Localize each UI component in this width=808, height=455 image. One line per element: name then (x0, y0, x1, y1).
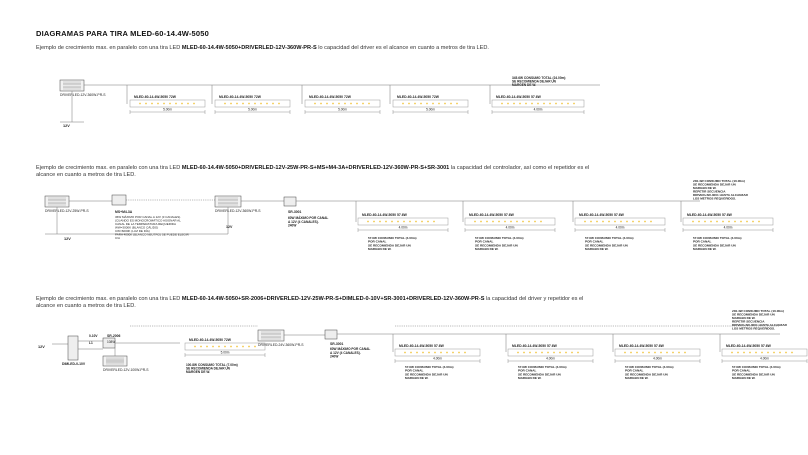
led-dot (791, 352, 793, 354)
section-3-top-note: MARGEN DE W. (732, 316, 756, 320)
led-dot (444, 103, 446, 105)
led-dot (362, 103, 364, 105)
ms-spec: C/A (115, 236, 121, 240)
ms-title: MS+M4-3A (115, 210, 133, 214)
led-dot (397, 221, 399, 223)
ms-spec: CANAL DE LA TEMPERATURA REQUERIDA (115, 222, 176, 226)
led-dot (236, 346, 238, 348)
sr-spec: 240W (330, 354, 339, 359)
led-dot (507, 103, 509, 105)
led-dot (415, 221, 417, 223)
length-label: 5.00m (220, 350, 230, 355)
led-dot (474, 221, 476, 223)
led-dot (540, 221, 542, 223)
led-strip (508, 349, 593, 356)
led-dot (464, 352, 466, 354)
led-dot (224, 346, 226, 348)
led-dot (567, 103, 569, 105)
led-dot (644, 221, 646, 223)
section-3-block-note: POR CANAL (518, 368, 537, 373)
led-dot (254, 103, 256, 105)
led-dot (236, 103, 238, 105)
led-dot (584, 221, 586, 223)
led-dot (632, 221, 634, 223)
section-1-note: MARGEN DE W. (512, 83, 537, 88)
led-dot (403, 221, 405, 223)
length-label: 4.00m (653, 356, 662, 361)
section-3-block-note: 57.6W CONSUMO TOTAL (4.00m) (518, 365, 567, 369)
page-title: DIAGRAMAS PARA TIRA MLED-60-14.4W-5050 (36, 29, 210, 38)
section-3-block-note: POR CANAL (625, 368, 644, 373)
led-dot (608, 221, 610, 223)
section-3-block-note: MARGEN DE W. (732, 376, 756, 381)
section-2-block-note: MARGEN DE W. (475, 247, 499, 252)
strip-label: MLED-60-14.4W-5050 57.6W (687, 213, 732, 217)
strip-label: MLED-60-14.4W-5050 72W (134, 95, 176, 99)
section-3-block-note: SE RECOMIENDA DEJAR UN (405, 372, 448, 377)
led-dot (565, 352, 567, 354)
led-dot (200, 346, 202, 348)
led-dot (710, 221, 712, 223)
led-dot (731, 352, 733, 354)
sr-spec: 60W MÁXIMO POR CANAL (288, 216, 329, 220)
led-dot (740, 221, 742, 223)
led-dot (590, 221, 592, 223)
voltage-label: 12V (64, 237, 71, 241)
led-dot (157, 103, 159, 105)
length-label: 4.00m (760, 356, 769, 361)
led-dot (452, 352, 454, 354)
length-label: 4.00m (398, 225, 408, 230)
driver-360w (258, 330, 284, 341)
section-3-note-a: MARGEN DE W. (186, 370, 211, 375)
section-2-block-note: 57.6W CONSUMO TOTAL (4.00m) (368, 236, 417, 240)
led-dot (391, 221, 393, 223)
led-dot (458, 352, 460, 354)
section-2-block-note: MARGEN DE W. (368, 247, 392, 252)
led-dot (432, 103, 434, 105)
ms-spec: WW=3000K (BLANCO CÁLIDO) (115, 225, 159, 230)
driver-100w (103, 356, 127, 366)
section-2-top-note: MARGEN DE W. (693, 186, 717, 190)
led-dot (555, 103, 557, 105)
section-2-block-note: SE RECOMIENDA DEJAR UN (585, 243, 628, 248)
led-dot (169, 103, 171, 105)
section-2-block-note: MARGEN DE W. (585, 247, 609, 252)
length-label: 4.00m (546, 356, 555, 361)
led-dot (785, 352, 787, 354)
led-dot (145, 103, 147, 105)
section-2-desc-prefix: Ejemplo de crecimiento max. en paralelo con una tira LED (36, 165, 182, 171)
led-dot (242, 103, 244, 105)
section-1-desc-suffix: lo capacidad del driver es el alcance en cuanto a metros de tira LED. (316, 45, 489, 51)
strip-label: MLED-60-14.4W-5050 57.6W (496, 95, 541, 99)
section-3-block-note: MARGEN DE W. (405, 376, 429, 381)
driver-25w-label: DRIVERLED-12V-25W-PR-S (45, 209, 89, 213)
led-dot (409, 221, 411, 223)
led-dot (522, 221, 524, 223)
led-dot (704, 221, 706, 223)
driver-360w-label: DRIVERLED-12V-360W-PR-S (60, 93, 106, 97)
section-2-top-note: DRIVER+SR-3001 HASTA ALCANZAR (693, 193, 748, 197)
led-dot (456, 103, 458, 105)
led-dot (746, 221, 748, 223)
led-dot (761, 352, 763, 354)
section-3-top-note: 230.4W CONSUMO TOTAL (16.00m) (732, 309, 784, 313)
led-dot (224, 103, 226, 105)
strip-label: MLED-60-14.4W-5050 72W (397, 95, 439, 99)
led-dot (541, 352, 543, 354)
led-dot (248, 103, 250, 105)
section-3-block-note: POR CANAL (405, 368, 424, 373)
led-strip (395, 349, 480, 356)
led-dot (519, 103, 521, 105)
led-dot (194, 346, 196, 348)
led-dot (139, 103, 141, 105)
led-dot (242, 346, 244, 348)
led-dot (501, 103, 503, 105)
strip-label: MLED-60-14.4W-5050 72W (189, 338, 231, 342)
led-dot (446, 352, 448, 354)
led-dot (559, 352, 561, 354)
led-dot (660, 352, 662, 354)
led-dot (692, 221, 694, 223)
sr-spec: A 12V (4 CANALES). (288, 219, 319, 224)
led-dot (513, 103, 515, 105)
led-dot (440, 352, 442, 354)
led-dot (416, 352, 418, 354)
led-dot (326, 103, 328, 105)
led-dot (678, 352, 680, 354)
led-dot (368, 103, 370, 105)
led-dot (758, 221, 760, 223)
strip-label: MLED-60-14.4W-5050 57.6W (399, 344, 444, 348)
strip-label: MLED-60-14.4W-5050 57.6W (512, 344, 557, 348)
led-dot (480, 221, 482, 223)
section-3-block-note: MARGEN DE W. (625, 376, 649, 381)
section-1-desc-bold: MLED-60-14.4W-5050+DRIVERLED-12V-360W-PR-S (181, 45, 317, 51)
sr-title: SR-3001 (288, 210, 302, 214)
led-dot (428, 352, 430, 354)
led-dot (510, 221, 512, 223)
driver-25w (45, 196, 69, 207)
led-dot (773, 352, 775, 354)
section-3-block-note: SE RECOMIENDA DEJAR UN (625, 372, 668, 377)
strip-label: MLED-60-14.4W-5050 57.6W (362, 213, 407, 217)
led-dot (498, 221, 500, 223)
led-dot (414, 103, 416, 105)
led-dot (404, 352, 406, 354)
strip-label: MLED-60-14.4W-5050 57.6W (579, 213, 624, 217)
length-label: 4.00m (615, 225, 625, 230)
led-dot (779, 352, 781, 354)
led-dot (206, 346, 208, 348)
section-3-block-note: SE RECOMIENDA DEJAR UN (732, 372, 775, 377)
length-label: 4.00m (505, 225, 515, 230)
led-dot (549, 103, 551, 105)
ms-spec: 36W MÁXIMO POR CANAL A 12V (3 CANALES). (115, 215, 182, 219)
led-dot (230, 346, 232, 348)
section-3-top-note: SE RECOMIENDA DEJAR UN (732, 312, 775, 317)
driver-360w-label: DRIVERLED-24V-360W-PR-S (258, 343, 304, 347)
led-dot (535, 352, 537, 354)
led-dot (422, 352, 424, 354)
led-dot (684, 352, 686, 354)
led-dot (749, 352, 751, 354)
led-dot (356, 103, 358, 105)
led-dot (698, 221, 700, 223)
section-2-top-note: REPETIR SECUENCIA (693, 189, 726, 194)
led-dot (266, 103, 268, 105)
section-3-top-note: LOS METROS REQUERIDOS. (732, 326, 775, 331)
length-label: 5.00m (248, 107, 257, 112)
led-dot (278, 103, 280, 105)
led-dot (151, 103, 153, 105)
section-3-block-note: 57.6W CONSUMO TOTAL (4.00m) (405, 365, 454, 369)
led-dot (561, 103, 563, 105)
led-dot (626, 221, 628, 223)
length-label: 5.00m (426, 107, 435, 112)
led-dot (534, 221, 536, 223)
section-3-desc-prefix: Ejemplo de crecimiento max. en paralelo con una tira LED (36, 296, 182, 302)
section-2-block-note: SE RECOMIENDA DEJAR UN (693, 243, 736, 248)
led-dot (420, 103, 422, 105)
led-dot (525, 103, 527, 105)
sr-spec: 240W (288, 223, 297, 228)
section-3-top-note: DRIVER+SR-3001 HASTA ALCANZAR (732, 323, 787, 327)
section-2-top-note: LOS METROS REQUERIDOS. (693, 196, 736, 201)
strip-label: MLED-60-14.4W-5050 57.6W (726, 344, 771, 348)
led-dot (433, 221, 435, 223)
section-2-block-note: MARGEN DE W. (693, 247, 717, 252)
driver-360w-label: DRIVERLED-12V-360W-PR-S (215, 209, 261, 213)
sr2006-sub: 108W (107, 340, 116, 344)
led-dot (408, 103, 410, 105)
led-dot (737, 352, 739, 354)
led-strip (615, 349, 700, 356)
led-dot (421, 221, 423, 223)
led-dot (630, 352, 632, 354)
ms-spec: (CUANDO ES MONOCROMÁTICO ASIGNAR AL (115, 218, 181, 223)
led-dot (642, 352, 644, 354)
led-dot (602, 221, 604, 223)
section-2-block-note: 57.6W CONSUMO TOTAL (4.00m) (693, 236, 742, 240)
voltage-label: 12V (38, 345, 45, 349)
led-dot (427, 221, 429, 223)
voltage-label: 12V (63, 124, 70, 128)
dim-label: DIMLED-0-10V (62, 362, 86, 366)
led-dot (344, 103, 346, 105)
section-3-block-note: POR CANAL (732, 368, 751, 373)
led-dot (218, 346, 220, 348)
led-dot (528, 221, 530, 223)
section-3-block-note: 57.6W CONSUMO TOTAL (4.00m) (732, 365, 781, 369)
led-dot (248, 346, 250, 348)
led-dot (385, 221, 387, 223)
led-dot (314, 103, 316, 105)
sr-title: SR-3001 (330, 342, 344, 346)
strip-label: MLED-60-14.4W-5050 57.6W (469, 213, 514, 217)
led-dot (517, 352, 519, 354)
dimled-0-10v (68, 336, 78, 360)
section-3-desc-suffix: la capacidad del driver y repetidor es el alcance en cuanto a metros de tira LED. (36, 296, 584, 310)
led-dot (181, 103, 183, 105)
led-dot (320, 103, 322, 105)
length-label: 4.00m (433, 356, 442, 361)
section-2-desc-suffix: la capacidad del controlador, así como el repetidor es el alcance en cuanto a metros de tira LED. (36, 165, 590, 179)
led-dot (426, 103, 428, 105)
section-2-block-note: SE RECOMIENDA DEJAR UN (368, 243, 411, 248)
led-dot (187, 103, 189, 105)
led-dot (434, 352, 436, 354)
driver-360w (215, 196, 241, 207)
section-2-desc-bold: MLED-60-14.4W-5050+DRIVERLED-12V-25W-PR-S+MS+M4-3A+DRIVERLED-12V-360W-PR-S+SR-3001 (181, 165, 450, 171)
length-label: 5.00m (338, 107, 347, 112)
led-dot (638, 221, 640, 223)
led-dot (648, 352, 650, 354)
section-3-note-a: 100.8W CONSUMO TOTAL (7.00m) (186, 363, 238, 367)
led-dot (175, 103, 177, 105)
led-dot (577, 352, 579, 354)
led-dot (716, 221, 718, 223)
ms-m4-3a-controller (112, 195, 126, 205)
ms-spec: CW=6000K (LUZ DE DÍA) (115, 229, 150, 233)
section-2-top-note: 230.4W CONSUMO TOTAL (16.00m) (693, 179, 745, 183)
led-dot (332, 103, 334, 105)
led-strip (722, 349, 807, 356)
driver-360w (60, 80, 84, 91)
led-dot (743, 352, 745, 354)
section-2-block-note: 57.6W CONSUMO TOTAL (4.00m) (475, 236, 524, 240)
led-dot (650, 221, 652, 223)
led-dot (537, 103, 539, 105)
led-dot (230, 103, 232, 105)
section-3-desc-bold: MLED-60-14.4W-5050+SR-2006+DRIVERLED-12V-25W-PR-S+DIMLED-0-10V+SR-3001+DRIVERLED-12V-360W-PR-S (181, 296, 485, 302)
strip-label: MLED-60-14.4W-5050 72W (309, 95, 351, 99)
led-dot (254, 346, 256, 348)
led-dot (734, 221, 736, 223)
ms-spec: PARA 4000K (BLANCO NEUTRO) SE PUEDE ELEGIR (115, 232, 189, 237)
section-2-block-note: 57.6W CONSUMO TOTAL (4.00m) (585, 236, 634, 240)
led-dot (624, 352, 626, 354)
led-dot (614, 221, 616, 223)
led-dot (767, 352, 769, 354)
section-2-block-note: POR CANAL (368, 239, 387, 244)
led-dot (450, 103, 452, 105)
sr2006-title: SR-2006 (107, 334, 121, 338)
led-dot (531, 103, 533, 105)
led-dot (504, 221, 506, 223)
led-dot (193, 103, 195, 105)
section-3-top-note: REPETIR SECUENCIA (732, 319, 765, 324)
section-2-top-note: SE RECOMIENDA DEJAR UN (693, 182, 736, 187)
led-dot (571, 352, 573, 354)
led-dot (722, 221, 724, 223)
section-2-block-note: POR CANAL (585, 239, 604, 244)
led-dot (212, 346, 214, 348)
strip-label: MLED-60-14.4W-5050 72W (219, 95, 261, 99)
section-3-block-note: SE RECOMIENDA DEJAR UN (518, 372, 561, 377)
led-dot (338, 103, 340, 105)
led-dot (636, 352, 638, 354)
led-dot (672, 352, 674, 354)
voltage-mid: 12V (226, 225, 233, 229)
led-dot (367, 221, 369, 223)
led-dot (573, 103, 575, 105)
led-dot (260, 103, 262, 105)
driver-100w-label: DRIVERLED-12V-100W-PR-S (103, 368, 149, 372)
led-dot (373, 221, 375, 223)
led-dot (596, 221, 598, 223)
led-dot (402, 103, 404, 105)
dim-small: 0-10V (89, 334, 98, 338)
section-2-block-note: SE RECOMIENDA DEJAR UN (475, 243, 518, 248)
led-dot (410, 352, 412, 354)
led-dot (379, 221, 381, 223)
led-dot (752, 221, 754, 223)
led-dot (438, 103, 440, 105)
led-dot (516, 221, 518, 223)
led-dot (654, 352, 656, 354)
sr-spec: A 12V (4 CANALES). (330, 350, 361, 355)
led-dot (529, 352, 531, 354)
led-dot (523, 352, 525, 354)
sr-spec: 60W MÁXIMO POR CANAL (330, 347, 371, 351)
led-dot (553, 352, 555, 354)
section-3-block-note: 57.6W CONSUMO TOTAL (4.00m) (625, 365, 674, 369)
section-3-note-a: SE RECOMIENDA DEJAR UN (186, 366, 230, 371)
section-1-note: 345.6W CONSUMO TOTAL (24.00m) (512, 76, 566, 80)
section-3-block-note: MARGEN DE W. (518, 376, 542, 381)
length-label: 5.00m (163, 107, 172, 112)
section-2-block-note: POR CANAL (475, 239, 494, 244)
led-dot (486, 221, 488, 223)
led-dot (163, 103, 165, 105)
sr-3001-repeater (284, 197, 296, 206)
led-dot (350, 103, 352, 105)
led-dot (728, 221, 730, 223)
section-1-note: SE RECOMIENDA DEJAR UN (512, 79, 556, 84)
section-2-block-note: POR CANAL (693, 239, 712, 244)
section-1-desc-prefix: Ejemplo de crecimiento max. en paralelo con una tira LED (36, 45, 182, 51)
led-dot (666, 352, 668, 354)
length-label: 4.00m (533, 107, 543, 112)
led-dot (620, 221, 622, 223)
l1-label: L1 (89, 341, 93, 345)
strip-label: MLED-60-14.4W-5050 57.6W (619, 344, 664, 348)
led-dot (272, 103, 274, 105)
sr-3001-repeater (325, 330, 337, 339)
led-dot (755, 352, 757, 354)
led-dot (547, 352, 549, 354)
length-label: 4.00m (723, 225, 733, 230)
led-dot (492, 221, 494, 223)
led-dot (543, 103, 545, 105)
